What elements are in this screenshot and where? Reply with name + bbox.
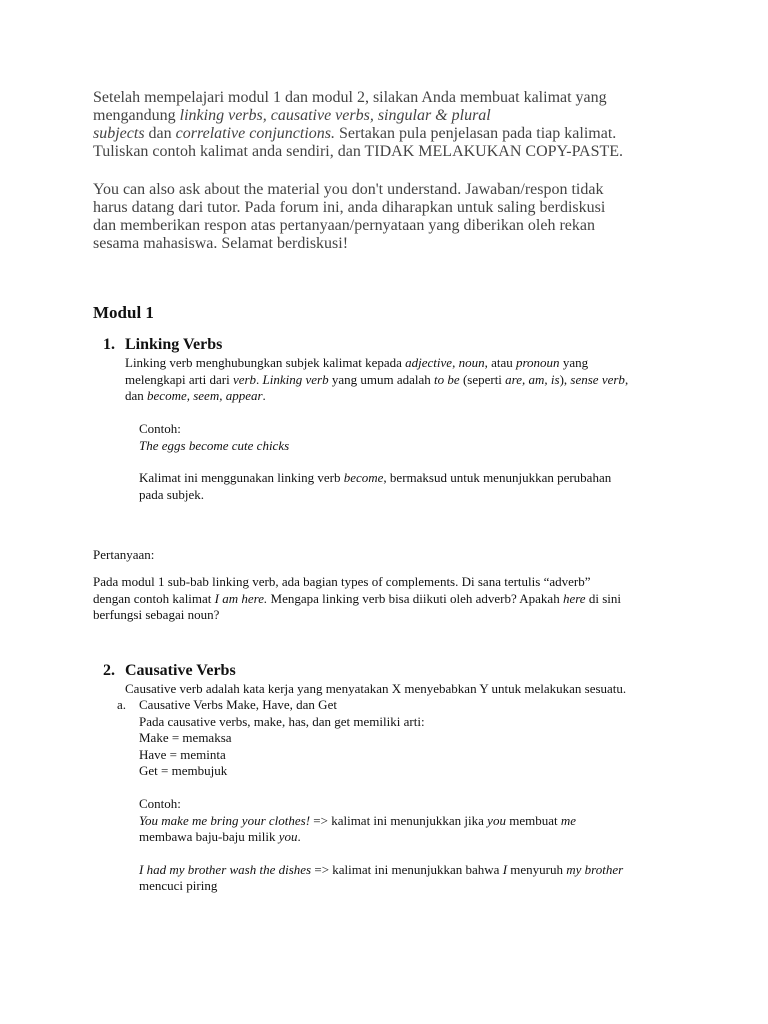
italic-text: me: [560, 812, 577, 828]
text: Kalimat ini menggunakan linking verb: [139, 470, 344, 486]
linking-verbs-heading: [103, 336, 222, 354]
text-line: [139, 829, 623, 846]
text: yang: [559, 355, 589, 370]
text: => kalimat ini menunjukkan jika: [310, 812, 488, 828]
italic-text: here: [562, 590, 586, 606]
italic-text: The eggs become cute chicks: [139, 437, 290, 453]
spacer: [139, 780, 623, 796]
section-number: 1.: [103, 336, 115, 353]
text: .: [262, 388, 266, 404]
italic-text: Linking verb: [262, 371, 329, 387]
italic-text: sense verb: [570, 371, 625, 387]
text: sesama mahasiswa. Selamat berdiskusi!: [93, 235, 349, 252]
section-title: Linking Verbs: [125, 336, 223, 353]
text: (seperti: [459, 371, 506, 387]
causative-make-have-get: [139, 697, 623, 895]
italic-text: you: [487, 812, 506, 828]
example-label: Contoh:: [139, 795, 181, 811]
text: membawa baju-baju milik: [139, 829, 279, 845]
text: melengkapi arti dari: [125, 371, 233, 387]
text: Linking verb menghubungkan subjek kalimat kepada: [125, 355, 406, 370]
text: di sini: [585, 590, 621, 606]
italic-text: subjects: [93, 125, 145, 142]
text: .: [297, 829, 301, 845]
italic-text: I: [502, 861, 508, 877]
intro-line: [93, 143, 713, 161]
text-line: Get = membujuk: [139, 763, 228, 779]
intro-line: [93, 235, 713, 253]
italic-text: to be: [434, 371, 460, 387]
italic-text: I am here.: [214, 590, 268, 606]
text: Sertakan pula penjelasan pada tiap kalimat.: [335, 125, 617, 142]
question-label: Pertanyaan:: [93, 547, 155, 562]
causative-verbs-heading: [103, 662, 236, 680]
text-line: Make = memaksa: [139, 730, 232, 746]
causative-verbs-description: Causative verb adalah kata kerja yang menyatakan X menyebabkan Y untuk melakukan sesuatu.: [125, 681, 627, 696]
text: ,: [452, 355, 459, 370]
text: Tuliskan contoh kalimat anda sendiri, dan TIDAK MELAKUKAN COPY-PASTE.: [93, 143, 624, 160]
text-line: [139, 470, 611, 487]
linking-verbs-description: [125, 355, 628, 405]
text: .: [256, 371, 263, 387]
spacer: [139, 846, 623, 862]
italic-text: are, am, is: [505, 371, 560, 387]
text-line: [139, 862, 623, 879]
text: Mengapa linking verb bisa diikuti oleh adverb? Apakah: [267, 590, 563, 606]
italic-text: become, seem, appear: [147, 388, 263, 404]
text-line: pada subjek.: [139, 486, 204, 502]
intro-line: [93, 107, 713, 125]
text: dan: [125, 388, 148, 404]
text-line: [125, 372, 628, 389]
intro-paragraph-1: [93, 89, 713, 161]
italic-text: my brother: [566, 861, 624, 877]
text: membuat: [505, 812, 561, 828]
question-paragraph: [93, 574, 621, 624]
text: dengan contoh kalimat: [93, 590, 215, 606]
text-line: [125, 355, 628, 372]
text: => kalimat ini menunjukkan bahwa: [311, 861, 503, 877]
italic-text: noun: [458, 355, 485, 370]
example-label: Contoh:: [139, 421, 181, 436]
intro-line: [93, 181, 713, 199]
text-line: Have = meminta: [139, 746, 226, 762]
intro-line: [93, 199, 713, 217]
text: menyuruh: [507, 861, 567, 877]
text: Setelah mempelajari modul 1 dan modul 2, silakan Anda membuat kalimat yang: [93, 89, 607, 106]
text: dan: [144, 125, 176, 142]
text: , bermaksud untuk menunjukkan perubahan: [383, 470, 612, 486]
text-line: [125, 388, 628, 405]
text: ),: [559, 371, 571, 387]
italic-text: adjective: [405, 355, 453, 370]
text-line: mencuci piring: [139, 878, 218, 894]
example-sentence: [139, 438, 611, 455]
linking-verbs-example: [139, 421, 611, 503]
text: dan memberikan respon atas pertanyaan/pernyataan yang diberikan oleh rekan: [93, 217, 596, 234]
italic-text: linking verbs, causative verbs, singular & plural: [179, 107, 491, 124]
italic-text: You make me bring your clothes!: [139, 812, 311, 828]
text: ,: [624, 371, 629, 387]
italic-text: become: [343, 470, 384, 486]
text-line: Pada modul 1 sub-bab linking verb, ada bagian types of complements. Di sana tertulis “adverb”: [93, 574, 591, 589]
intro-paragraph-2: [93, 181, 713, 253]
modul-1-heading: Modul 1: [93, 303, 154, 322]
text: yang umum adalah: [328, 371, 435, 387]
intro-line: [93, 217, 713, 235]
section-title: Causative Verbs: [125, 662, 236, 679]
text-line: berfungsi sebagai noun?: [93, 607, 220, 623]
intro-line: [93, 89, 713, 107]
text-line: [139, 813, 623, 830]
text: You can also ask about the material you don't understand. Jawaban/respon tidak: [93, 181, 604, 198]
text-line: [93, 591, 621, 608]
italic-text: verb: [232, 371, 257, 387]
italic-text: correlative conjunctions.: [175, 125, 336, 142]
sub-item-title: Causative Verbs Make, Have, dan Get: [139, 697, 337, 712]
text: harus datang dari tutor. Pada forum ini, anda diharapkan untuk saling berdiskusi: [93, 199, 606, 216]
italic-text: pronoun: [515, 355, 560, 370]
italic-text: you: [278, 829, 298, 845]
text: , atau: [484, 355, 516, 370]
text-line: Pada causative verbs, make, has, dan get memiliki arti:: [139, 713, 425, 729]
text: mengandung: [93, 107, 180, 124]
italic-text: I had my brother wash the dishes: [139, 861, 312, 877]
intro-line: [93, 125, 713, 143]
spacer: [139, 454, 611, 470]
section-number: 2.: [103, 662, 115, 679]
sub-item-letter: a.: [117, 697, 127, 712]
